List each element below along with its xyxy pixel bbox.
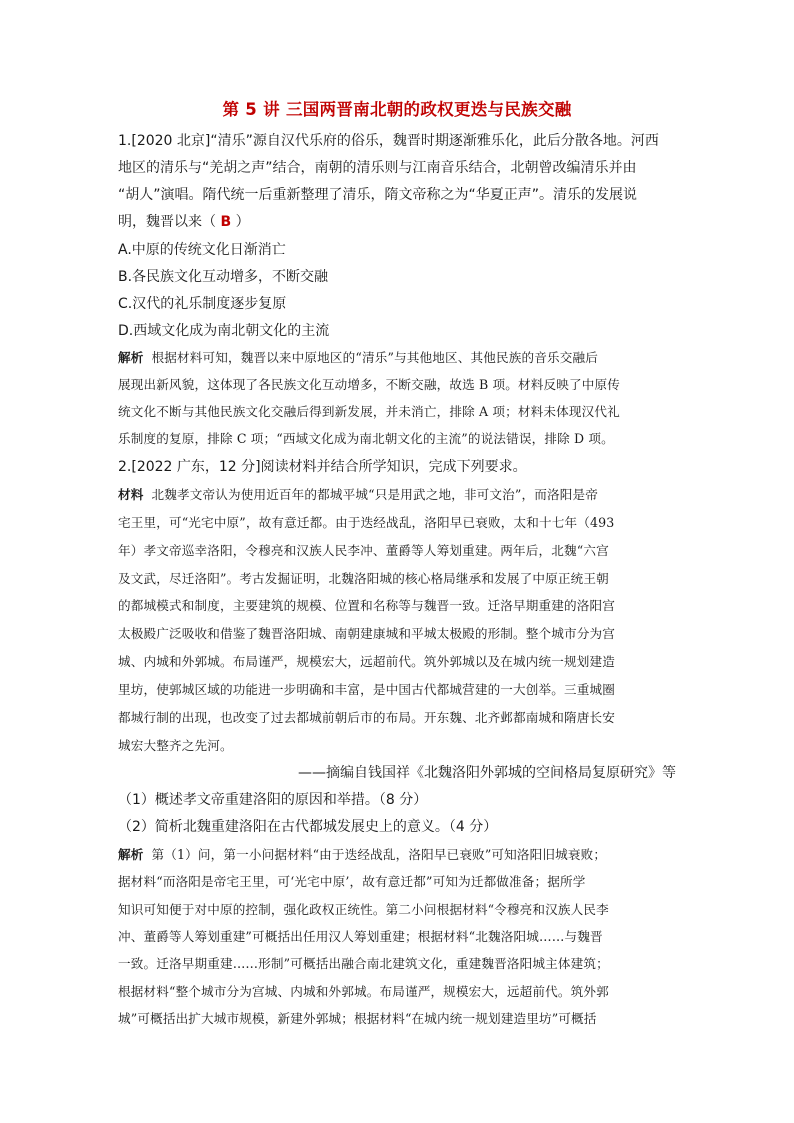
q1-stem-line-3: “胡人”演唱。隋代统一后重新整理了清乐，隋文帝称之为“华夏正声”。清乐的发展说 bbox=[118, 187, 638, 203]
q2-material-line-4: 及文武，尽迁洛阳”。考古发掘证明，北魏洛阳城的核心格局继承和发展了中原正统王朝 bbox=[118, 571, 609, 586]
q2-subquestion-1: （1）概述孝文帝重建洛阳的原因和举措。（8 分） bbox=[118, 792, 428, 808]
q2-explanation-line-6: 根据材料“整个城市分为宫城、内城和外郭城。布局谨严，规模宏大，远超前代。筑外郭 bbox=[118, 984, 609, 999]
q1-answer: B bbox=[220, 214, 232, 230]
q1-option-a: A.中原的传统文化日渐消亡 bbox=[118, 242, 286, 258]
q2-material-label: 材料 bbox=[118, 487, 144, 502]
q2-material-line-9: 都城行制的出现，也改变了过去都城前朝后市的布局。开东魏、北齐邺都南城和隋唐长安 bbox=[118, 710, 616, 725]
q1-stem-suffix: ） bbox=[231, 214, 250, 230]
q1-option-b: B.各民族文化互动增多，不断交融 bbox=[118, 269, 329, 285]
q1-stem-prefix: 明，魏晋以来（ bbox=[118, 214, 221, 230]
q2-material-line-2: 宅王里，可“光宅中原”，故有意迁都。由于迭经战乱，洛阳早已衰败，太和十七年（493 bbox=[118, 515, 615, 530]
q2-explanation-label: 解析 bbox=[118, 847, 144, 862]
q2-explanation-line-5: 一致。迁洛早期重建……形制”可概括出融合南北建筑文化，重建魏晋洛阳城主体建筑； bbox=[118, 956, 609, 971]
q2-explanation-line-4: 冲、董爵等人筹划重建”可概括出任用汉人筹划重建；根据材料“北魏洛阳城……与魏晋 bbox=[118, 929, 603, 944]
q2-material-line-1 bbox=[118, 485, 598, 505]
q1-explanation-line-4: 乐制度的复原，排除 C 项；“西域文化成为南北朝文化的主流”的说法错误，排除 D 项。 bbox=[118, 431, 614, 446]
q2-source-citation: ——摘编自钱国祥《北魏洛阳外郭城的空间格局复原研究》等 bbox=[298, 765, 676, 781]
q1-stem-line-2: 地区的清乐与“羌胡之声”结合，南朝的清乐则与江南音乐结合，北朝曾改编清乐并由 bbox=[118, 160, 637, 176]
q1-explanation-line-3: 统文化不断与其他民族文化交融后得到新发展，并未消亡，排除 A 项；材料未体现汉代礼 bbox=[118, 404, 620, 419]
q2-explanation-line-2: 据材料“而洛阳是帝宅王里，可‘光宅中原’，故有意迁都”可知为迁都做准备；据所学 bbox=[118, 874, 586, 889]
q2-material-line-3: 年）孝文帝巡幸洛阳，令穆亮和汉族人民李冲、董爵等人筹划重建。两年后，北魏“六宫 bbox=[118, 543, 609, 558]
q2-subquestion-2: （2）简析北魏重建洛阳在古代都城发展史上的意义。（4 分） bbox=[118, 819, 498, 835]
q2-header: 2.[2022 广东，12 分]阅读材料并结合所学知识，完成下列要求。 bbox=[118, 459, 527, 475]
q1-stem-line-4 bbox=[118, 212, 250, 232]
q2-material-line-8: 里坊，使郭城区域的功能进一步明确和丰富，是中国古代都城营建的一大创举。三重城圈 bbox=[118, 682, 616, 697]
q2-explanation-line-1 bbox=[118, 845, 606, 865]
q1-option-d: D.西域文化成为南北朝文化的主流 bbox=[118, 323, 330, 339]
q2-material-first: 北魏孝文帝认为使用近百年的都城平城“只是用武之地，非可文治”，而洛阳是帝 bbox=[151, 487, 598, 502]
q2-material-line-5: 的都城模式和制度，主要建筑的规模、位置和名称等与魏晋一致。迁洛早期重建的洛阳宫 bbox=[118, 598, 616, 613]
q2-material-line-6: 太极殿广泛吸收和借鉴了魏晋洛阳城、南朝建康城和平城太极殿的形制。整个城市分为宫 bbox=[118, 626, 616, 641]
q1-explanation-first: 根据材料可知，魏晋以来中原地区的“清乐”与其他地区、其他民族的音乐交融后 bbox=[151, 350, 598, 365]
q2-explanation-line-3: 知识可知便于对中原的控制，强化政权正统性。第二小问根据材料“令穆亮和汉族人民李 bbox=[118, 902, 609, 917]
q2-explanation-line-7: 城”可概括出扩大城市规模，新建外郭城；根据材料“在城内统一规划建造里坊”可概括 bbox=[118, 1011, 597, 1026]
q2-material-line-7: 城、内城和外郭城。布局谨严，规模宏大，远超前代。筑外郭城以及在城内统一规划建造 bbox=[118, 654, 616, 669]
q1-explanation-line-1 bbox=[118, 348, 598, 368]
q1-explanation-label: 解析 bbox=[118, 350, 144, 365]
q1-option-c: C.汉代的礼乐制度逐步复原 bbox=[118, 296, 287, 312]
q2-material-line-10: 城宏大整齐之先河。 bbox=[118, 738, 233, 753]
page-title: 第 5 讲 三国两晋南北朝的政权更迭与民族交融 bbox=[222, 100, 572, 119]
q1-explanation-line-2: 展现出新风貌，这体现了各民族文化互动增多，不断交融，故选 B 项。材料反映了中原传 bbox=[118, 377, 620, 392]
q1-stem-line-1: 1.[2020 北京]“清乐”源自汉代乐府的俗乐，魏晋时期逐渐雅乐化，此后分散各地。河西 bbox=[118, 133, 659, 149]
q2-explanation-first: 第（1）问，第一小问据材料“由于迭经战乱，洛阳早已衰败”可知洛阳旧城衰败； bbox=[151, 847, 607, 862]
